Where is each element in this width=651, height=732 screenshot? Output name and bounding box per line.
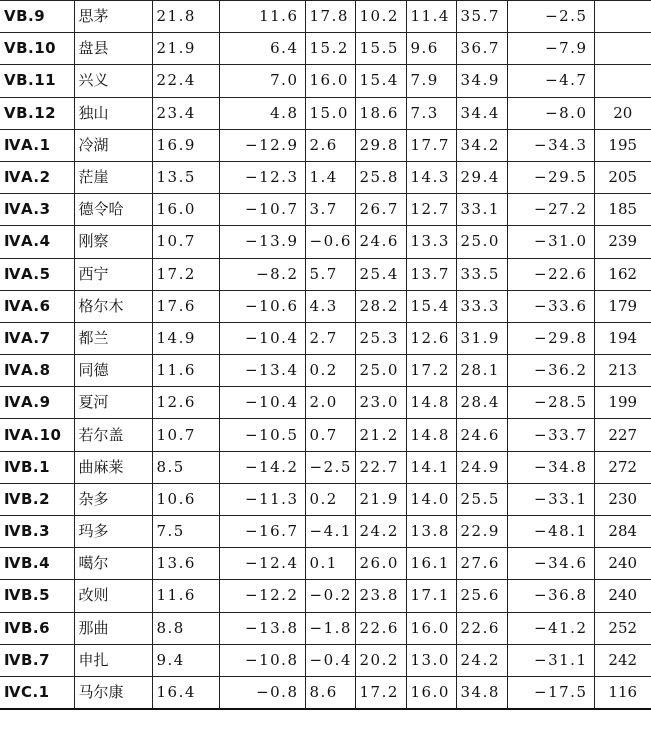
value-cell-1: 17.6 bbox=[152, 290, 219, 322]
value-cell-8: 240 bbox=[594, 580, 651, 612]
value-cell-4: 25.0 bbox=[355, 355, 406, 387]
value-cell-2: 6.4 bbox=[219, 33, 305, 65]
table-body bbox=[0, 1, 651, 709]
value-cell-7: −36.8 bbox=[507, 580, 594, 612]
value-cell-2: −13.8 bbox=[219, 612, 305, 644]
zone-code-cell: ⅣB.1 bbox=[0, 451, 74, 483]
value-cell-6: 24.2 bbox=[456, 644, 507, 676]
table-row bbox=[0, 355, 651, 387]
value-cell-3: −4.1 bbox=[305, 516, 355, 548]
value-cell-6: 34.4 bbox=[456, 97, 507, 129]
table-row bbox=[0, 1, 651, 33]
value-cell-4: 18.6 bbox=[355, 97, 406, 129]
station-name-cell: 玛多 bbox=[74, 516, 152, 548]
value-cell-6: 28.4 bbox=[456, 387, 507, 419]
value-cell-3: 5.7 bbox=[305, 258, 355, 290]
zone-code-cell: ⅣA.6 bbox=[0, 290, 74, 322]
zone-code-cell: VB.9 bbox=[0, 1, 74, 33]
value-cell-7: −4.7 bbox=[507, 65, 594, 97]
value-cell-3: −0.2 bbox=[305, 580, 355, 612]
value-cell-4: 28.2 bbox=[355, 290, 406, 322]
zone-code-cell: ⅣA.1 bbox=[0, 129, 74, 161]
value-cell-7: −17.5 bbox=[507, 676, 594, 708]
value-cell-4: 29.8 bbox=[355, 129, 406, 161]
value-cell-8: 205 bbox=[594, 161, 651, 193]
value-cell-4: 15.5 bbox=[355, 33, 406, 65]
value-cell-4: 22.7 bbox=[355, 451, 406, 483]
value-cell-1: 17.2 bbox=[152, 258, 219, 290]
value-cell-1: 13.5 bbox=[152, 161, 219, 193]
value-cell-4: 25.3 bbox=[355, 322, 406, 354]
value-cell-5: 7.3 bbox=[406, 97, 456, 129]
table-row bbox=[0, 451, 651, 483]
station-name-cell: 同德 bbox=[74, 355, 152, 387]
value-cell-1: 11.6 bbox=[152, 355, 219, 387]
zone-code-cell: ⅣA.9 bbox=[0, 387, 74, 419]
table-row bbox=[0, 65, 651, 97]
value-cell-3: 0.2 bbox=[305, 355, 355, 387]
table-row bbox=[0, 33, 651, 65]
table-row bbox=[0, 612, 651, 644]
value-cell-7: −34.8 bbox=[507, 451, 594, 483]
zone-code-cell: VB.12 bbox=[0, 97, 74, 129]
value-cell-4: 20.2 bbox=[355, 644, 406, 676]
value-cell-2: 4.8 bbox=[219, 97, 305, 129]
value-cell-6: 22.9 bbox=[456, 516, 507, 548]
value-cell-2: −11.3 bbox=[219, 483, 305, 515]
value-cell-2: −12.3 bbox=[219, 161, 305, 193]
value-cell-7: −36.2 bbox=[507, 355, 594, 387]
value-cell-5: 13.3 bbox=[406, 226, 456, 258]
station-name-cell: 刚察 bbox=[74, 226, 152, 258]
station-name-cell: 茫崖 bbox=[74, 161, 152, 193]
value-cell-2: −10.4 bbox=[219, 387, 305, 419]
value-cell-8: 272 bbox=[594, 451, 651, 483]
value-cell-1: 10.6 bbox=[152, 483, 219, 515]
value-cell-5: 7.9 bbox=[406, 65, 456, 97]
table-row bbox=[0, 290, 651, 322]
value-cell-3: 0.2 bbox=[305, 483, 355, 515]
zone-code-cell: ⅣA.5 bbox=[0, 258, 74, 290]
value-cell-6: 24.9 bbox=[456, 451, 507, 483]
value-cell-4: 25.4 bbox=[355, 258, 406, 290]
value-cell-3: 0.7 bbox=[305, 419, 355, 451]
station-name-cell: 夏河 bbox=[74, 387, 152, 419]
value-cell-3: 0.1 bbox=[305, 548, 355, 580]
value-cell-4: 24.6 bbox=[355, 226, 406, 258]
value-cell-7: −31.0 bbox=[507, 226, 594, 258]
zone-code-cell: ⅣA.3 bbox=[0, 194, 74, 226]
value-cell-5: 15.4 bbox=[406, 290, 456, 322]
value-cell-1: 13.6 bbox=[152, 548, 219, 580]
value-cell-2: −10.5 bbox=[219, 419, 305, 451]
value-cell-2: 7.0 bbox=[219, 65, 305, 97]
value-cell-5: 13.0 bbox=[406, 644, 456, 676]
value-cell-6: 22.6 bbox=[456, 612, 507, 644]
value-cell-8: 230 bbox=[594, 483, 651, 515]
value-cell-4: 25.8 bbox=[355, 161, 406, 193]
value-cell-5: 13.7 bbox=[406, 258, 456, 290]
station-name-cell: 西宁 bbox=[74, 258, 152, 290]
station-name-cell: 德令哈 bbox=[74, 194, 152, 226]
station-name-cell: 申扎 bbox=[74, 644, 152, 676]
value-cell-2: −10.7 bbox=[219, 194, 305, 226]
value-cell-5: 14.0 bbox=[406, 483, 456, 515]
value-cell-2: −10.8 bbox=[219, 644, 305, 676]
zone-code-cell: ⅣA.4 bbox=[0, 226, 74, 258]
value-cell-6: 34.9 bbox=[456, 65, 507, 97]
value-cell-5: 12.6 bbox=[406, 322, 456, 354]
value-cell-5: 12.7 bbox=[406, 194, 456, 226]
value-cell-1: 16.9 bbox=[152, 129, 219, 161]
value-cell-8: 194 bbox=[594, 322, 651, 354]
zone-code-cell: ⅣB.2 bbox=[0, 483, 74, 515]
value-cell-4: 10.2 bbox=[355, 1, 406, 33]
value-cell-1: 14.9 bbox=[152, 322, 219, 354]
value-cell-1: 11.6 bbox=[152, 580, 219, 612]
value-cell-2: −10.6 bbox=[219, 290, 305, 322]
value-cell-8: 179 bbox=[594, 290, 651, 322]
station-name-cell: 改则 bbox=[74, 580, 152, 612]
value-cell-3: −0.4 bbox=[305, 644, 355, 676]
station-name-cell: 杂多 bbox=[74, 483, 152, 515]
value-cell-2: −16.7 bbox=[219, 516, 305, 548]
zone-code-cell: ⅣA.8 bbox=[0, 355, 74, 387]
value-cell-7: −33.1 bbox=[507, 483, 594, 515]
value-cell-8: 227 bbox=[594, 419, 651, 451]
value-cell-1: 8.8 bbox=[152, 612, 219, 644]
station-name-cell: 独山 bbox=[74, 97, 152, 129]
value-cell-5: 11.4 bbox=[406, 1, 456, 33]
value-cell-6: 24.6 bbox=[456, 419, 507, 451]
value-cell-3: 2.7 bbox=[305, 322, 355, 354]
station-name-cell: 若尔盖 bbox=[74, 419, 152, 451]
table-row bbox=[0, 161, 651, 193]
value-cell-3: 2.0 bbox=[305, 387, 355, 419]
value-cell-8 bbox=[594, 65, 651, 97]
value-cell-5: 16.0 bbox=[406, 612, 456, 644]
table-row bbox=[0, 419, 651, 451]
value-cell-7: −2.5 bbox=[507, 1, 594, 33]
value-cell-2: −14.2 bbox=[219, 451, 305, 483]
station-name-cell: 噶尔 bbox=[74, 548, 152, 580]
zone-code-cell: ⅣB.4 bbox=[0, 548, 74, 580]
table-row bbox=[0, 258, 651, 290]
value-cell-8: 20 bbox=[594, 97, 651, 129]
value-cell-7: −8.0 bbox=[507, 97, 594, 129]
station-name-cell: 冷湖 bbox=[74, 129, 152, 161]
value-cell-1: 21.9 bbox=[152, 33, 219, 65]
station-name-cell: 曲麻莱 bbox=[74, 451, 152, 483]
value-cell-5: 14.3 bbox=[406, 161, 456, 193]
table-row bbox=[0, 322, 651, 354]
value-cell-7: −33.7 bbox=[507, 419, 594, 451]
value-cell-7: −27.2 bbox=[507, 194, 594, 226]
value-cell-1: 16.0 bbox=[152, 194, 219, 226]
value-cell-2: −0.8 bbox=[219, 676, 305, 708]
value-cell-6: 35.7 bbox=[456, 1, 507, 33]
table-row bbox=[0, 129, 651, 161]
value-cell-4: 22.6 bbox=[355, 612, 406, 644]
value-cell-2: −13.9 bbox=[219, 226, 305, 258]
value-cell-2: 11.6 bbox=[219, 1, 305, 33]
table-row bbox=[0, 548, 651, 580]
value-cell-1: 10.7 bbox=[152, 419, 219, 451]
value-cell-5: 9.6 bbox=[406, 33, 456, 65]
station-name-cell: 思茅 bbox=[74, 1, 152, 33]
value-cell-6: 34.2 bbox=[456, 129, 507, 161]
zone-code-cell: ⅣA.10 bbox=[0, 419, 74, 451]
table-row bbox=[0, 483, 651, 515]
station-name-cell: 都兰 bbox=[74, 322, 152, 354]
zone-code-cell: ⅣB.6 bbox=[0, 612, 74, 644]
value-cell-6: 25.5 bbox=[456, 483, 507, 515]
value-cell-3: 1.4 bbox=[305, 161, 355, 193]
value-cell-3: 15.2 bbox=[305, 33, 355, 65]
value-cell-3: 16.0 bbox=[305, 65, 355, 97]
value-cell-8: 242 bbox=[594, 644, 651, 676]
zone-code-cell: ⅣB.5 bbox=[0, 580, 74, 612]
value-cell-7: −29.5 bbox=[507, 161, 594, 193]
value-cell-8: 240 bbox=[594, 548, 651, 580]
value-cell-7: −31.1 bbox=[507, 644, 594, 676]
value-cell-2: −12.2 bbox=[219, 580, 305, 612]
value-cell-2: −12.9 bbox=[219, 129, 305, 161]
value-cell-7: −41.2 bbox=[507, 612, 594, 644]
value-cell-2: −12.4 bbox=[219, 548, 305, 580]
value-cell-1: 8.5 bbox=[152, 451, 219, 483]
value-cell-5: 16.0 bbox=[406, 676, 456, 708]
value-cell-3: 2.6 bbox=[305, 129, 355, 161]
value-cell-3: 15.0 bbox=[305, 97, 355, 129]
value-cell-5: 17.7 bbox=[406, 129, 456, 161]
value-cell-1: 9.4 bbox=[152, 644, 219, 676]
value-cell-1: 23.4 bbox=[152, 97, 219, 129]
value-cell-4: 15.4 bbox=[355, 65, 406, 97]
table-row bbox=[0, 580, 651, 612]
table-row bbox=[0, 194, 651, 226]
value-cell-4: 24.2 bbox=[355, 516, 406, 548]
value-cell-3: 8.6 bbox=[305, 676, 355, 708]
table-row bbox=[0, 97, 651, 129]
value-cell-5: 17.1 bbox=[406, 580, 456, 612]
value-cell-2: −13.4 bbox=[219, 355, 305, 387]
value-cell-4: 26.0 bbox=[355, 548, 406, 580]
value-cell-8: 284 bbox=[594, 516, 651, 548]
value-cell-4: 23.8 bbox=[355, 580, 406, 612]
table-row bbox=[0, 387, 651, 419]
table-row bbox=[0, 226, 651, 258]
zone-code-cell: ⅣA.7 bbox=[0, 322, 74, 354]
value-cell-7: −33.6 bbox=[507, 290, 594, 322]
value-cell-1: 22.4 bbox=[152, 65, 219, 97]
zone-code-cell: VB.11 bbox=[0, 65, 74, 97]
station-name-cell: 兴义 bbox=[74, 65, 152, 97]
station-name-cell: 那曲 bbox=[74, 612, 152, 644]
value-cell-8 bbox=[594, 33, 651, 65]
station-name-cell: 马尔康 bbox=[74, 676, 152, 708]
value-cell-6: 27.6 bbox=[456, 548, 507, 580]
value-cell-4: 23.0 bbox=[355, 387, 406, 419]
value-cell-5: 14.8 bbox=[406, 387, 456, 419]
table-row bbox=[0, 644, 651, 676]
value-cell-7: −28.5 bbox=[507, 387, 594, 419]
value-cell-6: 25.0 bbox=[456, 226, 507, 258]
value-cell-4: 21.2 bbox=[355, 419, 406, 451]
value-cell-1: 21.8 bbox=[152, 1, 219, 33]
value-cell-3: −1.8 bbox=[305, 612, 355, 644]
station-name-cell: 盘县 bbox=[74, 33, 152, 65]
value-cell-4: 17.2 bbox=[355, 676, 406, 708]
value-cell-1: 10.7 bbox=[152, 226, 219, 258]
zone-code-cell: ⅣC.1 bbox=[0, 676, 74, 708]
value-cell-1: 12.6 bbox=[152, 387, 219, 419]
value-cell-7: −34.3 bbox=[507, 129, 594, 161]
value-cell-6: 33.3 bbox=[456, 290, 507, 322]
value-cell-3: −0.6 bbox=[305, 226, 355, 258]
value-cell-6: 34.8 bbox=[456, 676, 507, 708]
value-cell-8: 162 bbox=[594, 258, 651, 290]
value-cell-5: 13.8 bbox=[406, 516, 456, 548]
value-cell-5: 16.1 bbox=[406, 548, 456, 580]
value-cell-6: 29.4 bbox=[456, 161, 507, 193]
value-cell-7: −22.6 bbox=[507, 258, 594, 290]
station-name-cell: 格尔木 bbox=[74, 290, 152, 322]
value-cell-6: 25.6 bbox=[456, 580, 507, 612]
value-cell-1: 16.4 bbox=[152, 676, 219, 708]
value-cell-6: 33.1 bbox=[456, 194, 507, 226]
value-cell-8: 185 bbox=[594, 194, 651, 226]
value-cell-3: 4.3 bbox=[305, 290, 355, 322]
value-cell-3: 3.7 bbox=[305, 194, 355, 226]
value-cell-8: 213 bbox=[594, 355, 651, 387]
value-cell-5: 14.1 bbox=[406, 451, 456, 483]
value-cell-8: 116 bbox=[594, 676, 651, 708]
value-cell-4: 26.7 bbox=[355, 194, 406, 226]
value-cell-6: 31.9 bbox=[456, 322, 507, 354]
table-row bbox=[0, 516, 651, 548]
value-cell-4: 21.9 bbox=[355, 483, 406, 515]
value-cell-8: 195 bbox=[594, 129, 651, 161]
value-cell-7: −34.6 bbox=[507, 548, 594, 580]
value-cell-7: −29.8 bbox=[507, 322, 594, 354]
value-cell-3: −2.5 bbox=[305, 451, 355, 483]
value-cell-8: 239 bbox=[594, 226, 651, 258]
zone-code-cell: ⅣA.2 bbox=[0, 161, 74, 193]
zone-code-cell: ⅣB.7 bbox=[0, 644, 74, 676]
value-cell-6: 33.5 bbox=[456, 258, 507, 290]
value-cell-7: −48.1 bbox=[507, 516, 594, 548]
table-row bbox=[0, 676, 651, 708]
value-cell-2: −8.2 bbox=[219, 258, 305, 290]
value-cell-6: 28.1 bbox=[456, 355, 507, 387]
value-cell-5: 17.2 bbox=[406, 355, 456, 387]
value-cell-7: −7.9 bbox=[507, 33, 594, 65]
value-cell-1: 7.5 bbox=[152, 516, 219, 548]
value-cell-3: 17.8 bbox=[305, 1, 355, 33]
value-cell-2: −10.4 bbox=[219, 322, 305, 354]
zone-code-cell: VB.10 bbox=[0, 33, 74, 65]
value-cell-8: 252 bbox=[594, 612, 651, 644]
zone-code-cell: ⅣB.3 bbox=[0, 516, 74, 548]
value-cell-8: 199 bbox=[594, 387, 651, 419]
value-cell-8 bbox=[594, 1, 651, 33]
value-cell-6: 36.7 bbox=[456, 33, 507, 65]
value-cell-5: 14.8 bbox=[406, 419, 456, 451]
